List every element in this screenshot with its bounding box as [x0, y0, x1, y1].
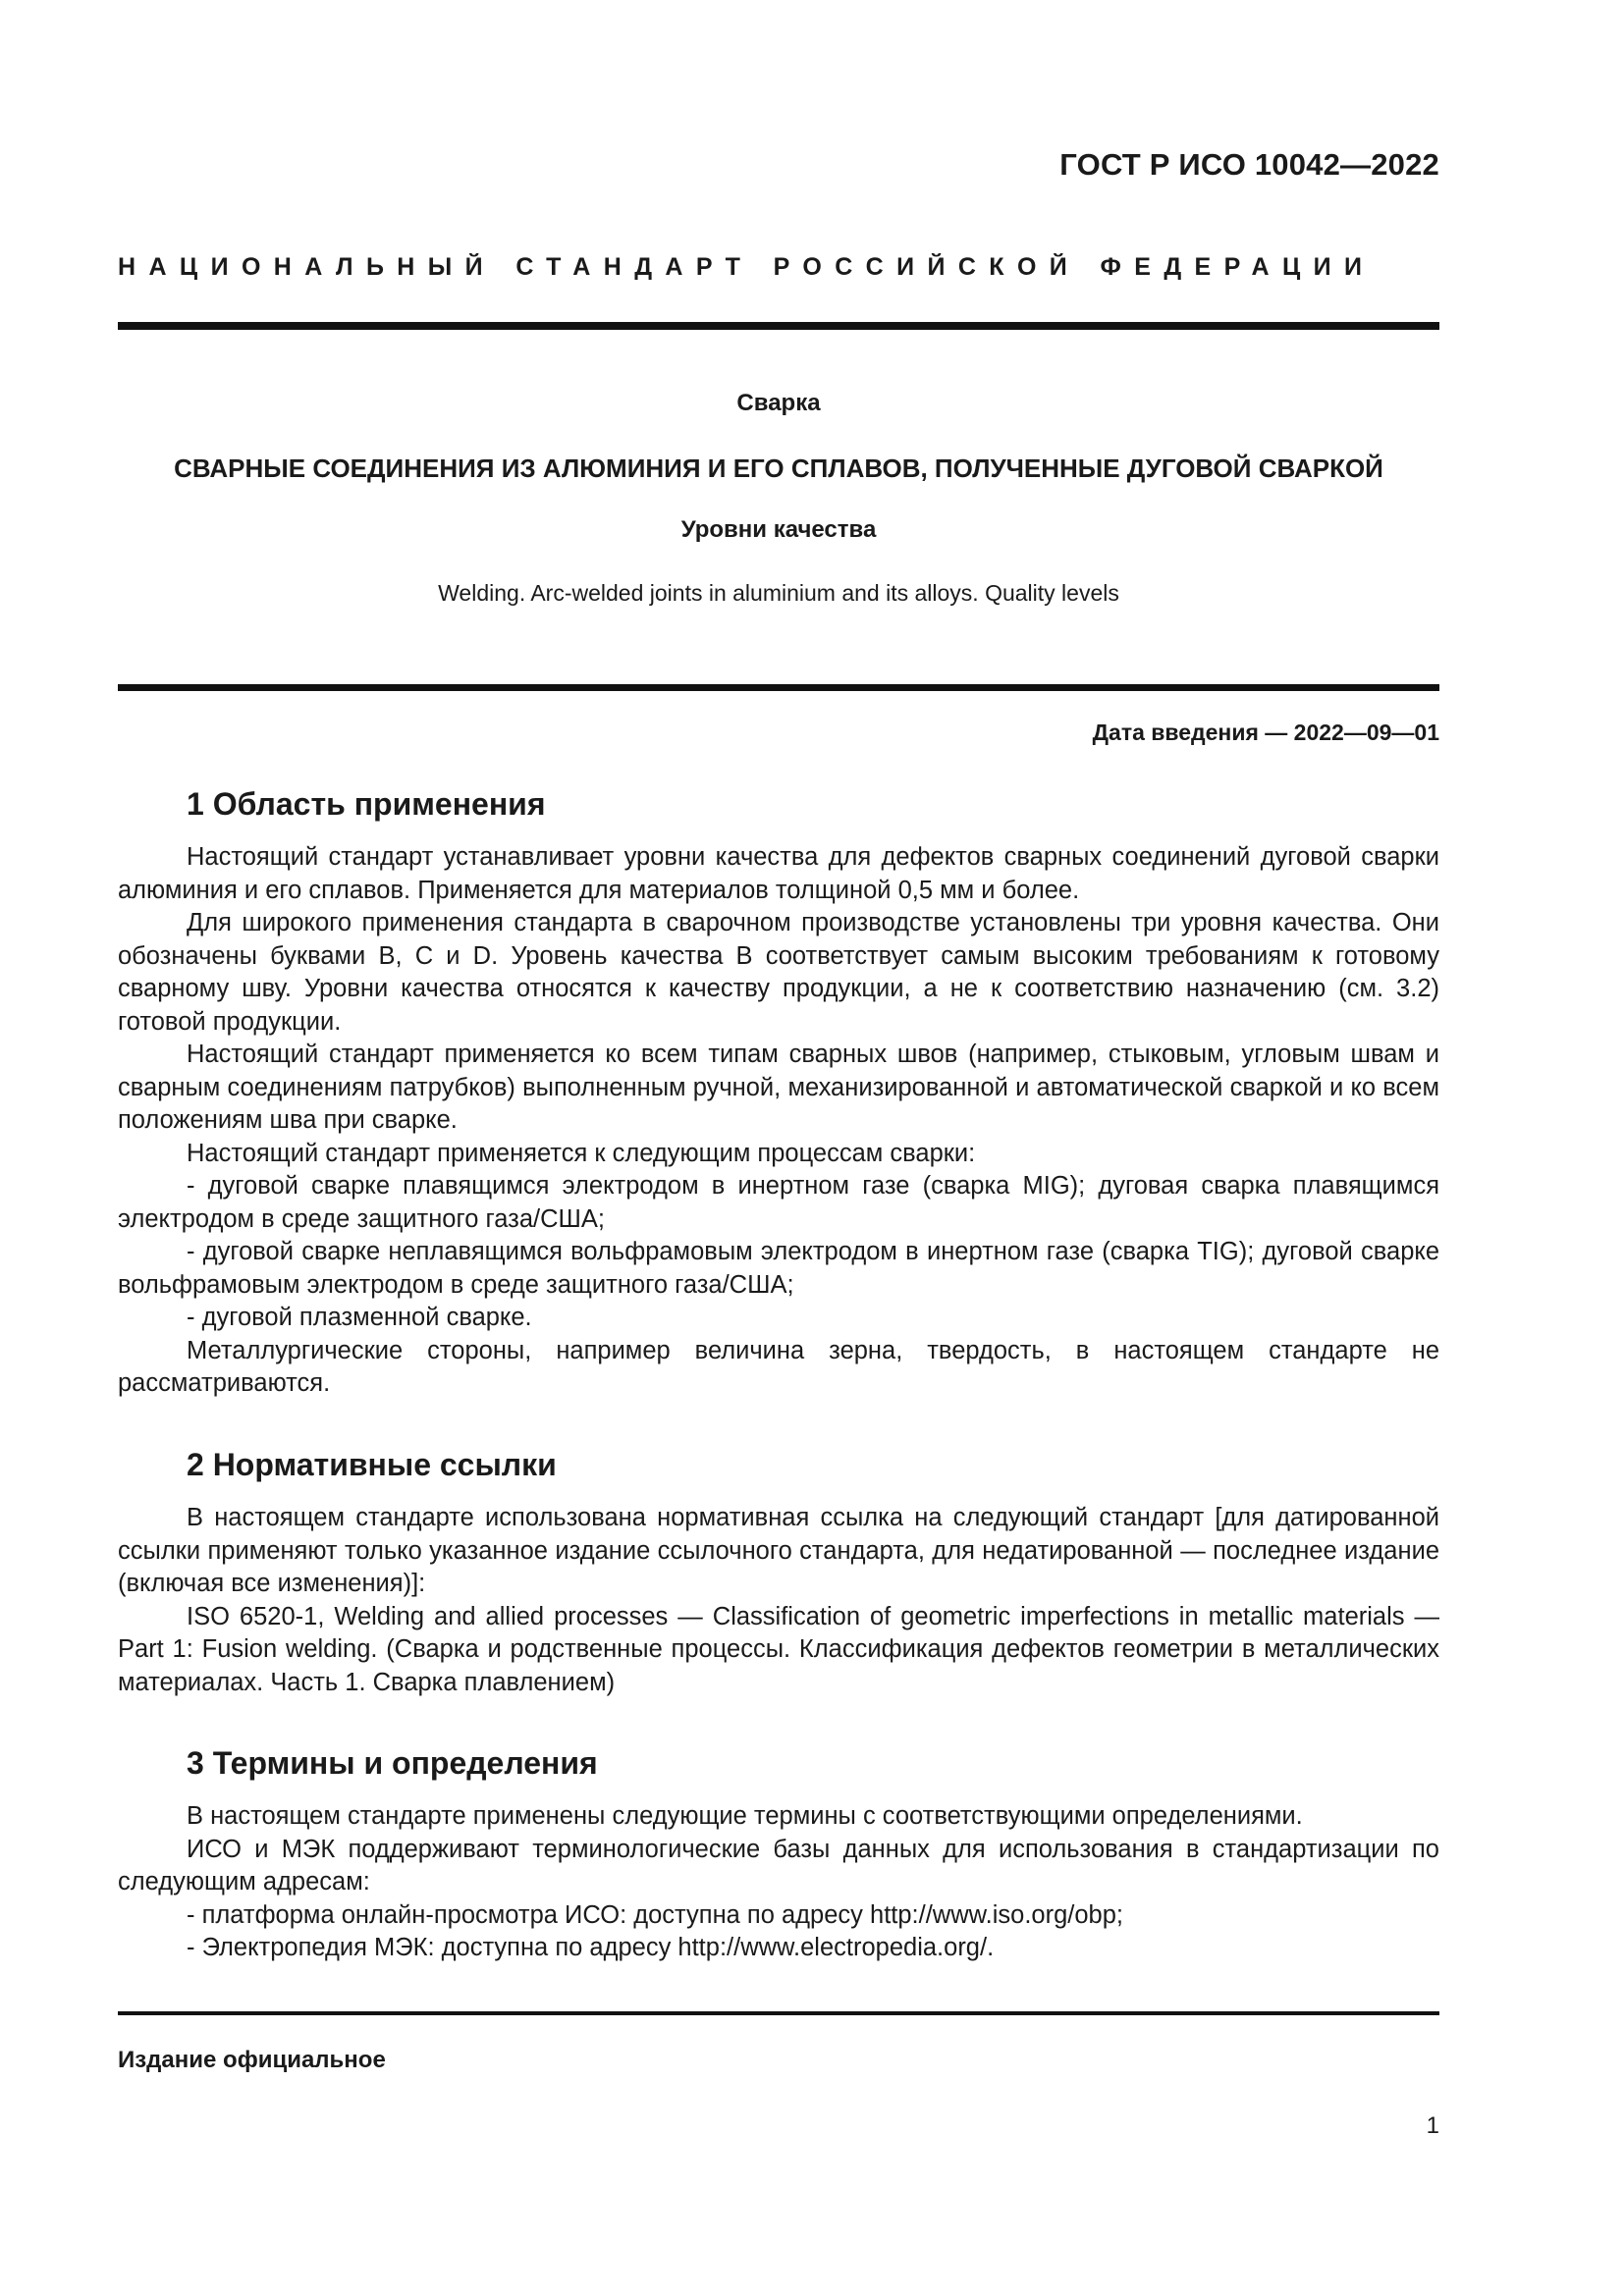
- section-1-paragraph: Для широкого применения стандарта в сварочном производстве установлены три уровня качества. Они обозначены буквами В, С и D. Уровень качества В соответствует самым высоким требованиям к готовому сварному шву. Уровни качества относятся к качеству продукции, а не к соответствию назначению (см. 3.2) готовой продукции.: [118, 909, 1439, 1036]
- section-1-paragraph: Настоящий стандарт устанавливает уровни качества для дефектов сварных соединений дуговой сварки алюминия и его сплавов. Применяется для материалов толщиной 0,5 мм и более.: [118, 843, 1439, 904]
- footer-divider: [118, 2011, 1439, 2015]
- edition-label: Издание официальное: [118, 2047, 386, 2073]
- english-title: Welding. Arc-welded joints in aluminium and its alloys. Quality levels: [438, 580, 1119, 606]
- subtitle: Уровни качества: [680, 516, 877, 543]
- section-2-body: [118, 1502, 1439, 1699]
- section-2-paragraph: В настоящем стандарте использована нормативная ссылка на следующий стандарт [для датированной ссылки применяют только указанное издание ссылочного стандарта, для недатированной — последнее издание (включая все изменения)]:: [118, 1504, 1439, 1597]
- section-1-body: [118, 841, 1439, 1401]
- introduction-date: Дата введения — 2022—09—01: [1092, 720, 1439, 745]
- section-1-list-item: - дуговой плазменной сварке.: [187, 1304, 532, 1331]
- page-number: 1: [1426, 2112, 1439, 2139]
- section-3-paragraph: ИСО и МЭК поддерживают терминологические базы данных для использования в стандартизации по следующим адресам:: [118, 1835, 1439, 1896]
- section-3-body: [118, 1800, 1439, 1965]
- section-1-paragraph: Металлургические стороны, например величина зерна, твердость, в настоящем стандарте не рассматриваются.: [118, 1336, 1439, 1397]
- document-number: ГОСТ Р ИСО 10042—2022: [1059, 147, 1439, 182]
- subject-title: Сварка: [736, 390, 821, 416]
- national-standard-header: НАЦИОНАЛЬНЫЙ СТАНДАРТ РОССИЙСКОЙ ФЕДЕРАЦИИ: [118, 253, 1376, 281]
- section-3-paragraph: В настоящем стандарте применены следующие термины с соответствующими определениями.: [187, 1802, 1303, 1830]
- top-divider: [118, 322, 1439, 330]
- section-3-heading: 3 Термины и определения: [187, 1745, 598, 1781]
- section-3-list-item: - Электропедия МЭК: доступна по адресу http://www.electropedia.org/.: [187, 1934, 995, 1961]
- section-1-list-item: - дуговой сварке неплавящимся вольфрамовым электродом в инертном газе (сварка TIG); дуговой сварке вольфрамовым электродом в среде защитного газа/США;: [118, 1238, 1439, 1299]
- section-3-list-item: - платформа онлайн-просмотра ИСО: доступна по адресу http://www.iso.org/obp;: [187, 1900, 1123, 1929]
- title-divider: [118, 684, 1439, 691]
- section-2-heading: 2 Нормативные ссылки: [187, 1447, 557, 1482]
- section-2-reference: ISO 6520-1, Welding and allied processes — Classification of geometric imperfections in metallic materials — Part 1: Fusion welding. (Сварка и родственные процессы. Классификация дефектов геометрии в металлических материалах. Часть 1. Сварка плавлением): [118, 1602, 1439, 1696]
- section-1-paragraph: Настоящий стандарт применяется ко всем типам сварных швов (например, стыковым, угловым швам и сварным соединениям патрубков) выполненным ручной, механизированной и автоматической сваркой и ко всем положениям шва при сварке.: [118, 1041, 1439, 1134]
- main-title: СВАРНЫЕ СОЕДИНЕНИЯ ИЗ АЛЮМИНИЯ И ЕГО СПЛАВОВ, ПОЛУЧЕННЫЕ ДУГОВОЙ СВАРКОЙ: [174, 454, 1383, 483]
- section-1-list-item: - дуговой сварке плавящимся электродом в инертном газе (сварка MIG); дуговая сварка плавящимся электродом в среде защитного газа/США;: [118, 1172, 1439, 1233]
- section-1-paragraph: Настоящий стандарт применяется к следующим процессам сварки:: [187, 1139, 976, 1167]
- section-1-heading: 1 Область применения: [187, 786, 546, 822]
